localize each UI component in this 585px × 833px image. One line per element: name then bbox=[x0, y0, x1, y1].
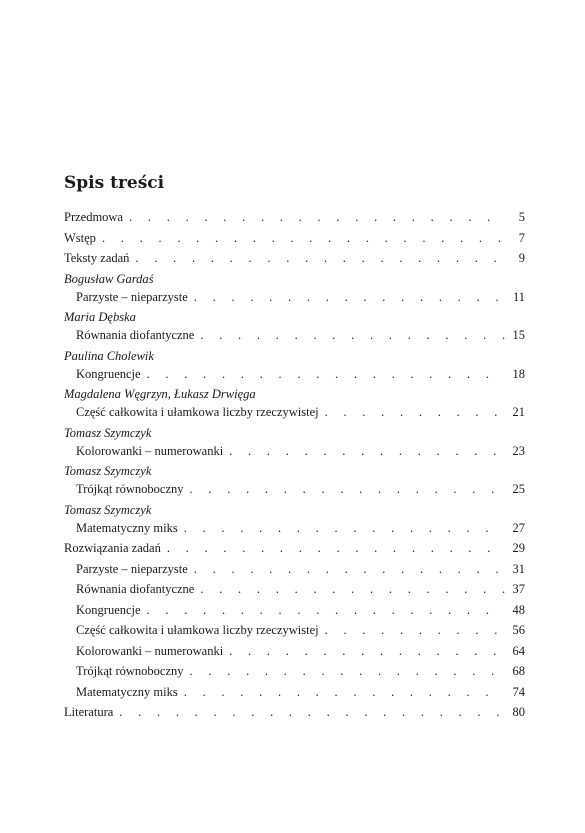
dot-leader bbox=[129, 208, 505, 226]
toc-entry-label: Matematyczny miks bbox=[76, 520, 178, 535]
chapter-author: Tomasz Szymczyk bbox=[64, 425, 152, 440]
dot-leader bbox=[200, 580, 505, 598]
toc-entry-chapter[interactable] bbox=[64, 480, 525, 498]
toc-entry-teksty-zadan[interactable] bbox=[64, 249, 525, 267]
toc-entry-label: Równania diofantyczne bbox=[76, 582, 195, 596]
dot-leader bbox=[147, 365, 505, 383]
toc-entry-page: 37 bbox=[512, 582, 525, 596]
toc-entry-label: Rozwiązania zadań bbox=[64, 541, 161, 555]
toc-entry-wstep[interactable] bbox=[64, 229, 525, 247]
dot-leader bbox=[190, 480, 505, 498]
toc-entry-label: Literatura bbox=[64, 705, 114, 719]
toc-entry-chapter[interactable] bbox=[64, 519, 525, 537]
toc-page bbox=[64, 172, 525, 724]
toc-entry-page: 23 bbox=[512, 443, 525, 458]
dot-leader bbox=[147, 601, 505, 619]
dot-leader bbox=[194, 560, 505, 578]
dot-leader bbox=[200, 326, 505, 344]
toc-title: Spis treści bbox=[64, 173, 165, 193]
toc-list bbox=[64, 208, 525, 721]
toc-entry-page: 74 bbox=[512, 684, 525, 699]
toc-entry-solution[interactable] bbox=[64, 580, 525, 598]
toc-entry-label: Trójkąt równoboczny bbox=[76, 482, 184, 496]
toc-entry-chapter[interactable] bbox=[64, 403, 525, 421]
toc-entry-page: 80 bbox=[512, 705, 525, 719]
toc-entry-przedmowa[interactable] bbox=[64, 208, 525, 226]
toc-entry-label: Parzyste – nieparzyste bbox=[76, 561, 188, 576]
toc-entry-page: 15 bbox=[512, 328, 525, 342]
toc-entry-label: Teksty zadań bbox=[64, 251, 130, 265]
toc-entry-label: Przedmowa bbox=[64, 210, 124, 224]
toc-entry-solution[interactable] bbox=[64, 621, 525, 639]
toc-entry-solution[interactable] bbox=[64, 683, 525, 701]
toc-entry-chapter[interactable] bbox=[64, 288, 525, 306]
toc-entry-label: Matematyczny miks bbox=[76, 684, 178, 699]
toc-entry-page: 64 bbox=[512, 643, 525, 658]
toc-entry-label: Kolorowanki – numerowanki bbox=[76, 643, 224, 658]
dot-leader bbox=[194, 288, 505, 306]
dot-leader bbox=[167, 539, 505, 557]
dot-leader bbox=[184, 519, 505, 537]
toc-entry-solution[interactable] bbox=[64, 662, 525, 680]
toc-entry-rozwiazania[interactable] bbox=[64, 539, 525, 557]
chapter-author: Tomasz Szymczyk bbox=[64, 464, 152, 478]
dot-leader bbox=[229, 442, 505, 460]
chapter-author: Bogusław Gardaś bbox=[64, 271, 154, 286]
toc-entry-label: Równania diofantyczne bbox=[76, 328, 195, 342]
toc-entry-chapter[interactable] bbox=[64, 442, 525, 460]
toc-entry-label: Część całkowita i ułamkowa liczby rzeczywistej bbox=[76, 405, 319, 419]
toc-entry-solution[interactable] bbox=[64, 601, 525, 619]
toc-entry-page: 48 bbox=[512, 602, 525, 617]
dot-leader bbox=[325, 621, 505, 639]
chapter-author: Paulina Cholewik bbox=[64, 348, 154, 363]
toc-entry-label: Trójkąt równoboczny bbox=[76, 664, 184, 678]
toc-entry-chapter[interactable] bbox=[64, 326, 525, 344]
dot-leader bbox=[119, 703, 505, 721]
toc-entry-label: Kolorowanki – numerowanki bbox=[76, 443, 224, 458]
toc-entry-page: 7 bbox=[518, 230, 525, 245]
toc-entry-page: 68 bbox=[512, 664, 525, 678]
chapter-author: Magdalena Węgrzyn, Łukasz Drwięga bbox=[64, 387, 256, 401]
toc-entry-page: 31 bbox=[512, 561, 525, 576]
dot-leader bbox=[184, 683, 505, 701]
toc-entry-label: Część całkowita i ułamkowa liczby rzeczywistej bbox=[76, 623, 319, 637]
toc-entry-solution[interactable] bbox=[64, 560, 525, 578]
toc-entry-page: 18 bbox=[512, 366, 525, 381]
toc-entry-page: 21 bbox=[512, 405, 525, 419]
chapter-author: Maria Dębska bbox=[64, 310, 136, 324]
toc-entry-page: 11 bbox=[512, 289, 525, 304]
toc-entry-chapter[interactable] bbox=[64, 365, 525, 383]
toc-entry-literatura[interactable] bbox=[64, 703, 525, 721]
toc-entry-label: Parzyste – nieparzyste bbox=[76, 289, 188, 304]
toc-entry-label: Wstęp bbox=[64, 230, 96, 245]
toc-entry-label: Kongruencje bbox=[76, 602, 141, 617]
toc-entry-page: 29 bbox=[512, 541, 525, 555]
chapter-author: Tomasz Szymczyk bbox=[64, 502, 152, 517]
toc-entry-page: 56 bbox=[512, 623, 525, 637]
dot-leader bbox=[135, 249, 505, 267]
dot-leader bbox=[325, 403, 505, 421]
toc-entry-page: 9 bbox=[518, 251, 525, 265]
toc-entry-page: 25 bbox=[512, 482, 525, 496]
dot-leader bbox=[102, 229, 505, 247]
toc-entry-page: 5 bbox=[518, 210, 525, 224]
toc-entry-solution[interactable] bbox=[64, 642, 525, 660]
dot-leader bbox=[229, 642, 505, 660]
toc-entry-label: Kongruencje bbox=[76, 366, 141, 381]
toc-entry-page: 27 bbox=[512, 520, 525, 535]
dot-leader bbox=[190, 662, 505, 680]
